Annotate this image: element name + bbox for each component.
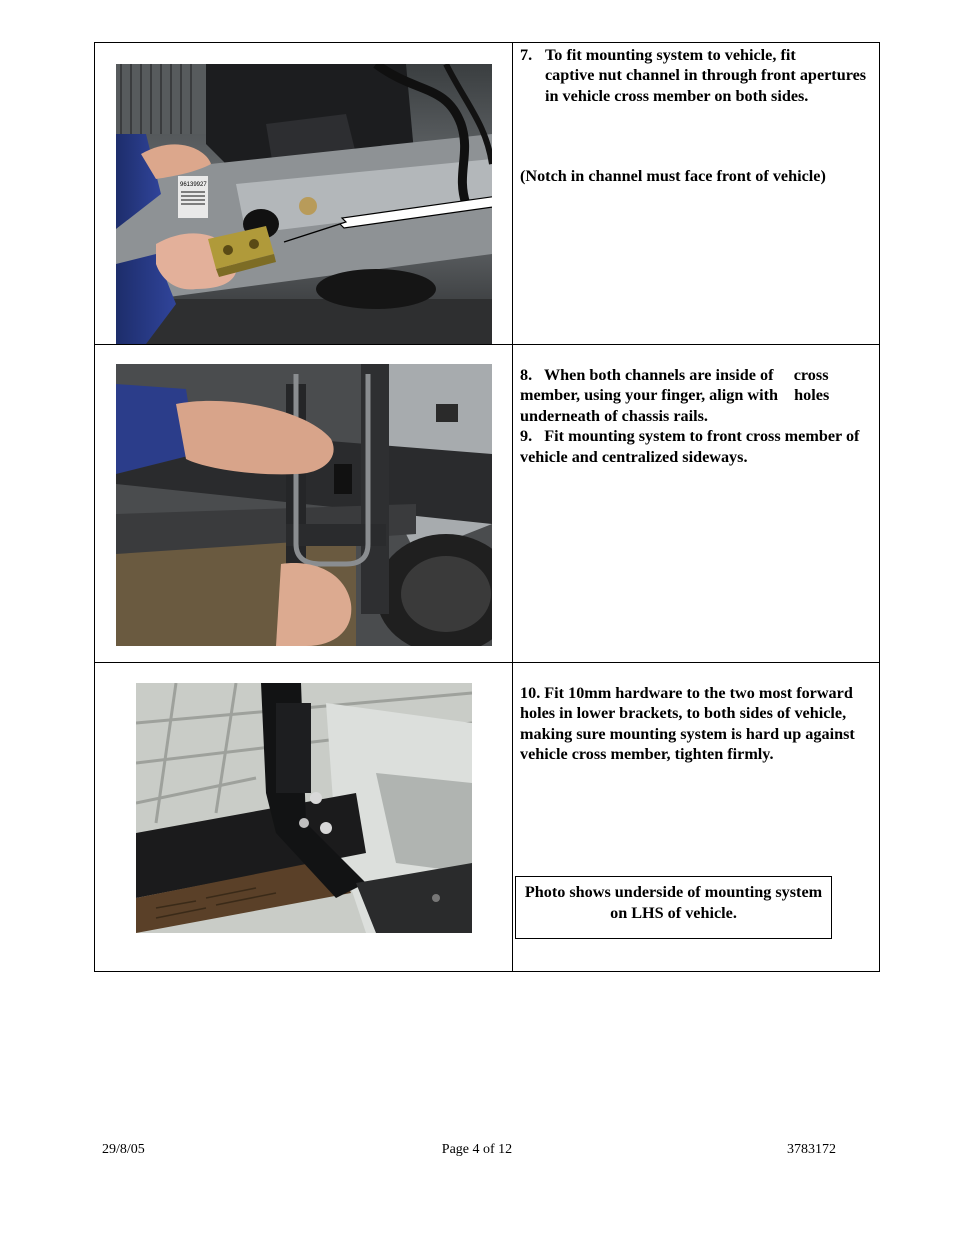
instruction-row-step-10 xyxy=(95,662,879,971)
step-7-line-1: To fit mounting system to vehicle, fit xyxy=(545,46,796,64)
photo-cell xyxy=(95,663,513,971)
photo-captive-nut-channel xyxy=(116,64,492,344)
photo-sticker-text: 96139927 xyxy=(180,182,207,188)
footer-document-number: 3783172 xyxy=(787,1142,836,1157)
notch-note: (Notch in channel must face front of vehicle) xyxy=(520,167,826,185)
footer-date: 29/8/05 xyxy=(102,1142,145,1157)
step-9-text: 9. Fit mounting system to front cross member of vehicle and centralized sideways. xyxy=(520,427,864,466)
instruction-row-steps-8-9 xyxy=(95,344,879,662)
instruction-table xyxy=(94,42,880,972)
photo-caption-callout: Photo shows underside of mounting system on LHS of vehicle. xyxy=(515,876,832,939)
step-7-text xyxy=(520,45,872,106)
photo-underside-lhs xyxy=(136,683,472,933)
photo-cell xyxy=(95,345,513,662)
step-10-text: 10. Fit 10mm hardware to the two most forward holes in lower brackets, to both sides of vehicle, making sure mounting system is hard up against vehicle cross member, tighten firmly. xyxy=(520,684,855,764)
step-8-text: 8. When both channels are inside of cross member, using your finger, align with holes underneath of chassis rails. xyxy=(520,366,834,425)
step-7-continuation: captive nut channel in through front apertures in vehicle cross member on both sides. xyxy=(545,66,867,105)
photo-align-channels xyxy=(116,364,492,646)
steps-8-9-text xyxy=(520,365,875,467)
text-cell xyxy=(513,43,879,344)
text-cell xyxy=(513,663,879,971)
photo-cell xyxy=(95,43,513,344)
text-cell xyxy=(513,345,879,662)
instruction-row-step-7 xyxy=(95,43,879,344)
step-7-number: 7. xyxy=(520,46,533,64)
footer-page-number: Page 4 of 12 xyxy=(441,1142,513,1157)
